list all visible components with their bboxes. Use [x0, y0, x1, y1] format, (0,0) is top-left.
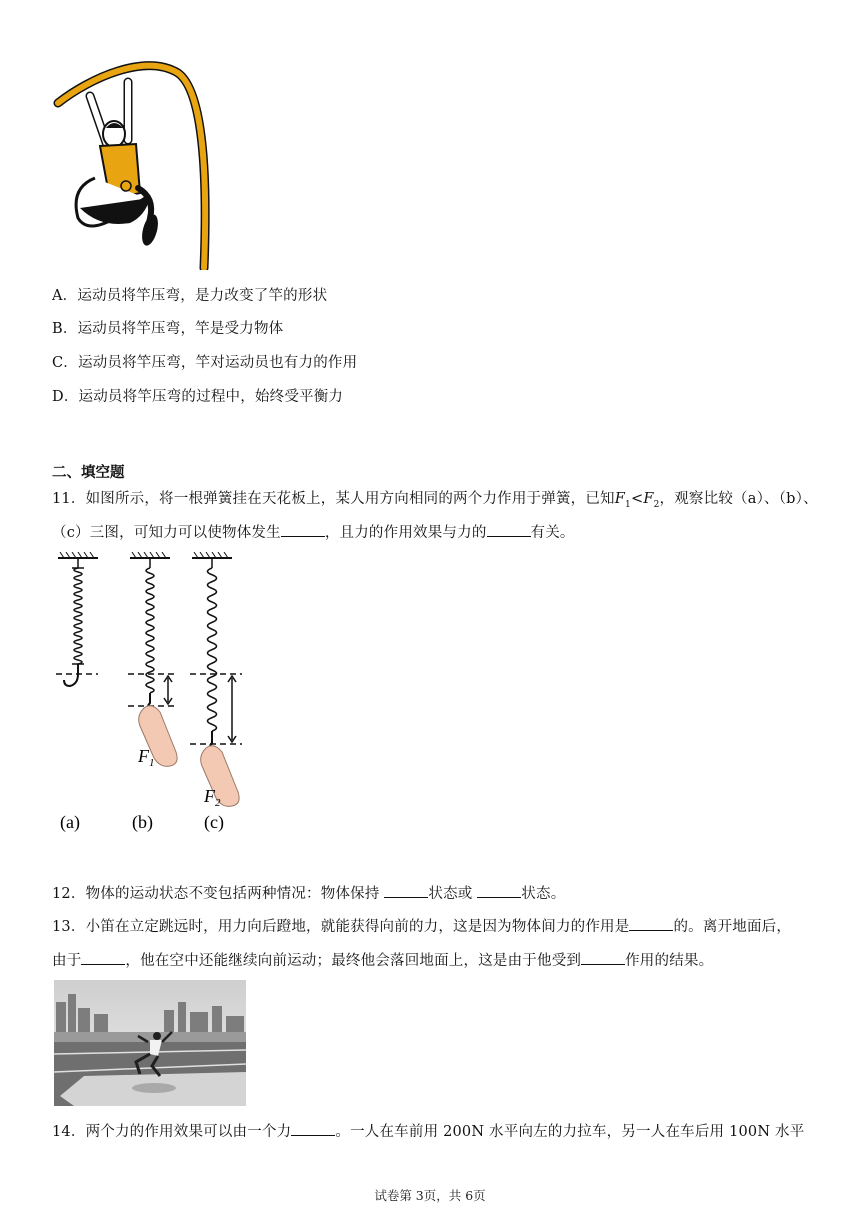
caption-c: (c): [204, 812, 224, 832]
answer-blank[interactable]: [81, 950, 125, 965]
option-c: C．运动员将竿压弯，竿对运动员也有力的作用: [52, 355, 358, 371]
question-number: 13．: [52, 919, 86, 935]
caption-a: (a): [60, 812, 80, 832]
answer-blank[interactable]: [291, 1121, 335, 1136]
answer-blank[interactable]: [629, 916, 673, 931]
option-a: A．运动员将竿压弯，是力改变了竿的形状: [52, 288, 328, 304]
section-heading: 二、填空题: [52, 465, 125, 481]
pole-vault-figure: [50, 58, 215, 270]
option-d: D．运动员将竿压弯的过程中，始终受平衡力: [52, 389, 344, 405]
question-number: 12．: [52, 886, 86, 902]
question-11-line-1: 11．如图所示，将一根弹簧挂在天花板上，某人用方向相同的两个力作用于弹簧，已知$F_1<F_2$，观察比较（a）、（b）、: [52, 491, 818, 510]
question-13-line-1: 13．小笛在立定跳远时，用力向后蹬地，就能获得向前的力，这是因为物体间力的作用是 的。离开地面后，: [52, 916, 791, 937]
option-letter: C: [52, 355, 64, 371]
option-b: B．运动员将竿压弯，竿是受力物体: [52, 321, 284, 337]
answer-blank[interactable]: [581, 950, 625, 965]
question-13-line-2: 由于 ，他在空中还能继续向前运动；最终他会落回地面上，这是由于他受到 作用的结果。: [52, 950, 713, 971]
option-text: 运动员将竿压弯，竿对运动员也有力的作用: [78, 355, 358, 371]
long-jump-photo: [54, 980, 246, 1106]
page-footer: 试卷第 3页，共 6页: [374, 1188, 486, 1203]
option-text: 运动员将竿压弯的过程中，始终受平衡力: [78, 389, 344, 405]
answer-blank[interactable]: [384, 883, 428, 898]
force-label-f2: $F_2$: [204, 786, 221, 809]
force-label-f1: $F_1$: [138, 746, 155, 769]
option-letter: D: [52, 389, 64, 405]
question-14: 14．两个力的作用效果可以由一个力 。一人在车前用 200N 水平向左的力拉车，另一人在车后用 100N 水平: [52, 1121, 804, 1142]
question-number: 14．: [52, 1124, 86, 1140]
question-12: 12．物体的运动状态不变包括两种情况：物体保持 状态或 状态。: [52, 883, 565, 904]
answer-blank[interactable]: [281, 522, 325, 537]
question-11-line-2: （c）三图，可知力可以使物体发生 ，且力的作用效果与力的 有关。: [52, 522, 575, 543]
answer-blank[interactable]: [487, 522, 531, 537]
answer-blank[interactable]: [477, 883, 521, 898]
option-text: 运动员将竿压弯，竿是受力物体: [77, 321, 284, 337]
question-number: 11．: [52, 491, 86, 507]
option-letter: B: [52, 321, 63, 337]
spring-figure: [52, 552, 262, 837]
option-text: 运动员将竿压弯，是力改变了竿的形状: [77, 288, 328, 304]
option-letter: A: [52, 288, 63, 304]
caption-b: (b): [132, 812, 153, 832]
